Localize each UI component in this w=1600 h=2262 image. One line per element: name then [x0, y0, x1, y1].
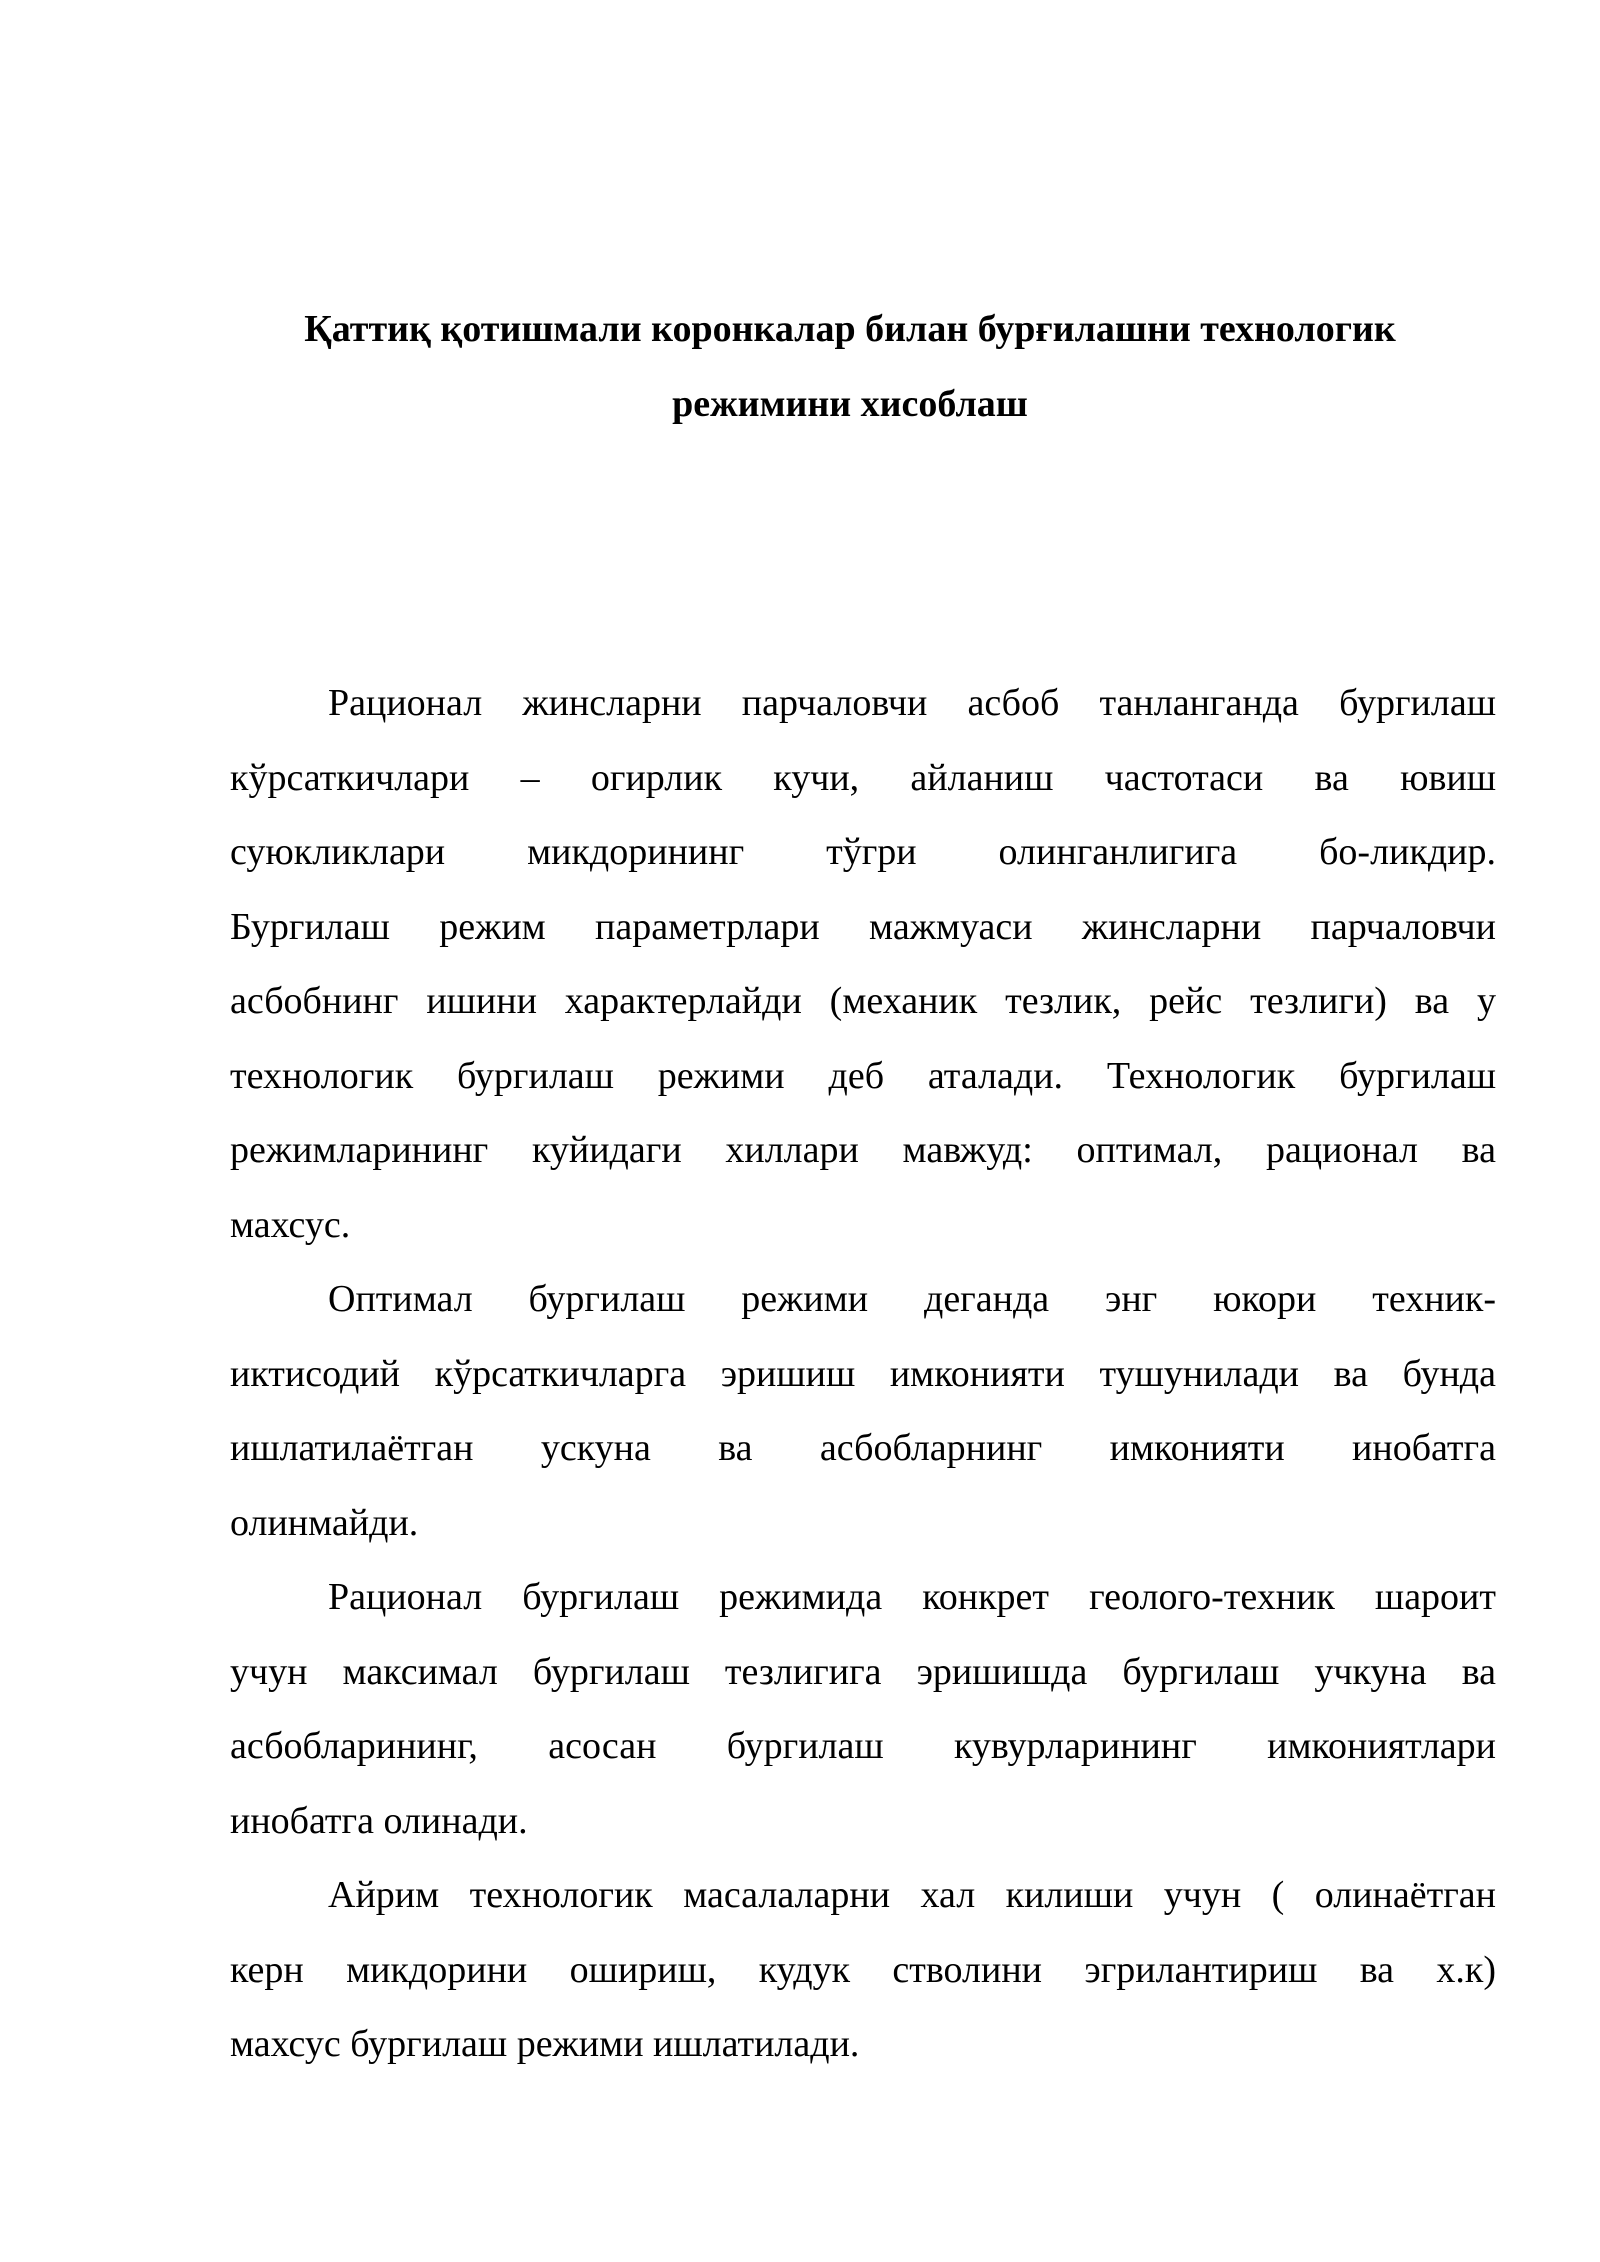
text-line: Рационал бургилаш режимида конкрет геолого-техник шароит: [328, 1576, 1496, 1618]
paragraph-2: [230, 1262, 1496, 1560]
document-body: [230, 666, 1496, 2082]
document-title: [200, 292, 1500, 442]
text-line: Айрим технологик масалаларни хал килиши учун ( олинаётган: [328, 1874, 1496, 1916]
paragraph-1: [230, 666, 1496, 1262]
text-line: учун максимал бургилаш тезлигига эришишда бургилаш учкуна ва: [230, 1650, 1496, 1693]
text-line: режимларининг куйидаги хиллари мавжуд: оптимал, рационал ва: [230, 1129, 1496, 1171]
text-line: инобатга олинади.: [230, 1799, 528, 1842]
paragraph-4: [230, 1858, 1496, 2082]
text-line: Бургилаш режим параметрлари мажмуаси жинсларни парчаловчи: [230, 905, 1496, 948]
text-line: асбобларининг, асосан бургилаш кувурларининг имкониятлари: [230, 1725, 1496, 1767]
text-line: кўрсаткичлари – огирлик кучи, айланиш частотаси ва ювиш: [230, 756, 1496, 799]
text-line: махсус бургилаш режими ишлатилади.: [230, 2023, 860, 2065]
text-line: асбобнинг ишини характерлайди (механик тезлик, рейс тезлиги) ва у: [230, 980, 1496, 1022]
paragraph-3: [230, 1560, 1496, 1858]
text-line: иктисодий кўрсаткичларга эришиш имконияти тушунилади ва бунда: [230, 1352, 1496, 1395]
text-line: олинмайди.: [230, 1501, 419, 1544]
text-line: Рационал жинсларни парчаловчи асбоб танланганда бургилаш: [328, 682, 1496, 724]
text-line: ишлатилаётган ускуна ва асбобларнинг имконияти инобатга: [230, 1427, 1496, 1469]
text-line: суюкликлари микдорининг тўгри олинганлигига бо-ликдир.: [230, 831, 1496, 873]
text-line: Оптимал бургилаш режими деганда энг юкори техник-: [328, 1278, 1496, 1320]
text-line: махсус.: [230, 1203, 351, 1246]
title-line-1: Қаттиқ қотишмали коронкалар билан бурғилашни технологик: [304, 308, 1396, 350]
text-line: технологик бургилаш режими деб аталади. Технологик бургилаш: [230, 1054, 1496, 1097]
title-line-2: режимини хисоблаш: [672, 383, 1028, 425]
text-line: керн микдорини ошириш, кудук стволини эгрилантириш ва х.к): [230, 1948, 1496, 1991]
